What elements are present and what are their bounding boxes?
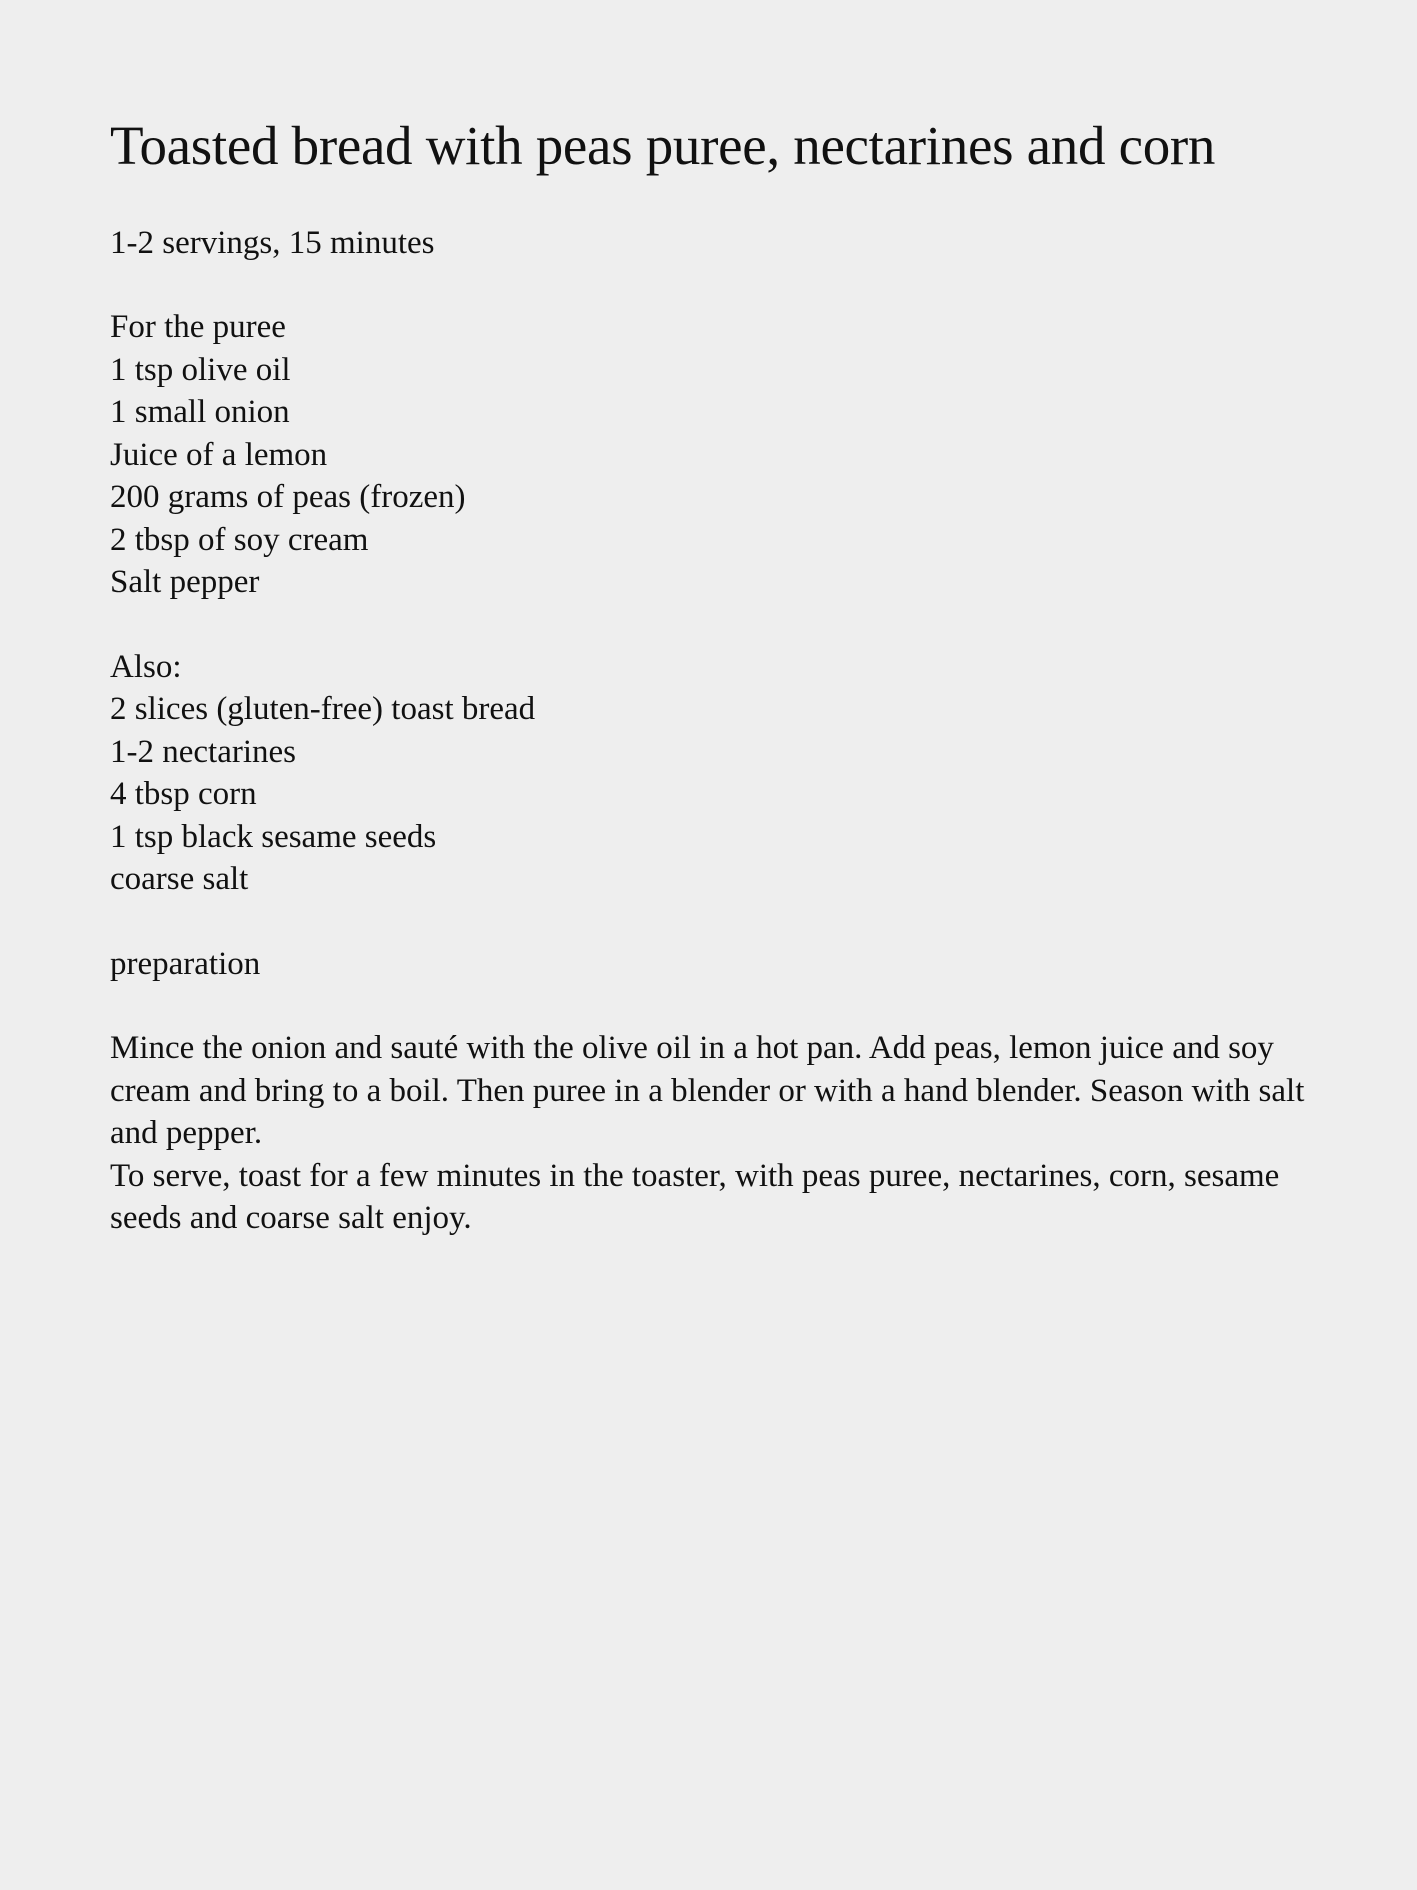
ingredient-item: 2 slices (gluten-free) toast bread [110,691,536,727]
ingredient-item: 4 tbsp corn [110,776,257,812]
puree-heading: For the puree [110,309,286,345]
ingredient-item: coarse salt [110,861,249,897]
preparation-heading: preparation [110,945,261,982]
ingredient-item: 1-2 nectarines [110,733,296,770]
puree-ingredients [110,306,1317,604]
servings-time: 1-2 servings, 15 minutes [110,225,435,261]
also-ingredients [110,646,1317,901]
ingredient-item: 1 tsp black sesame seeds [110,818,437,855]
preparation-paragraph: To serve, toast for a few minutes in the toaster, with peas puree, nectarines, corn, sesame seeds and coarse salt enjoy. [110,1157,1280,1236]
ingredient-item: 2 tbsp of soy cream [110,521,369,558]
preparation-steps [110,1027,1317,1240]
ingredient-item: Juice of a lemon [110,436,328,473]
preparation-section [110,943,1317,1240]
ingredient-item: 200 grams of peas (frozen) [110,479,466,515]
also-heading: Also: [110,648,182,685]
ingredient-item: 1 small onion [110,394,290,430]
preparation-paragraph: Mince the onion and sauté with the olive oil in a hot pan. Add peas, lemon juice and soy cream and bring to a boil. Then puree in a blender or with a hand blender. Season with salt and pepper. [110,1030,1305,1151]
recipe-title: Toasted bread with peas puree, nectarines and corn [110,115,1216,176]
ingredient-item: 1 tsp olive oil [110,351,291,388]
ingredient-item: Salt pepper [110,564,260,600]
